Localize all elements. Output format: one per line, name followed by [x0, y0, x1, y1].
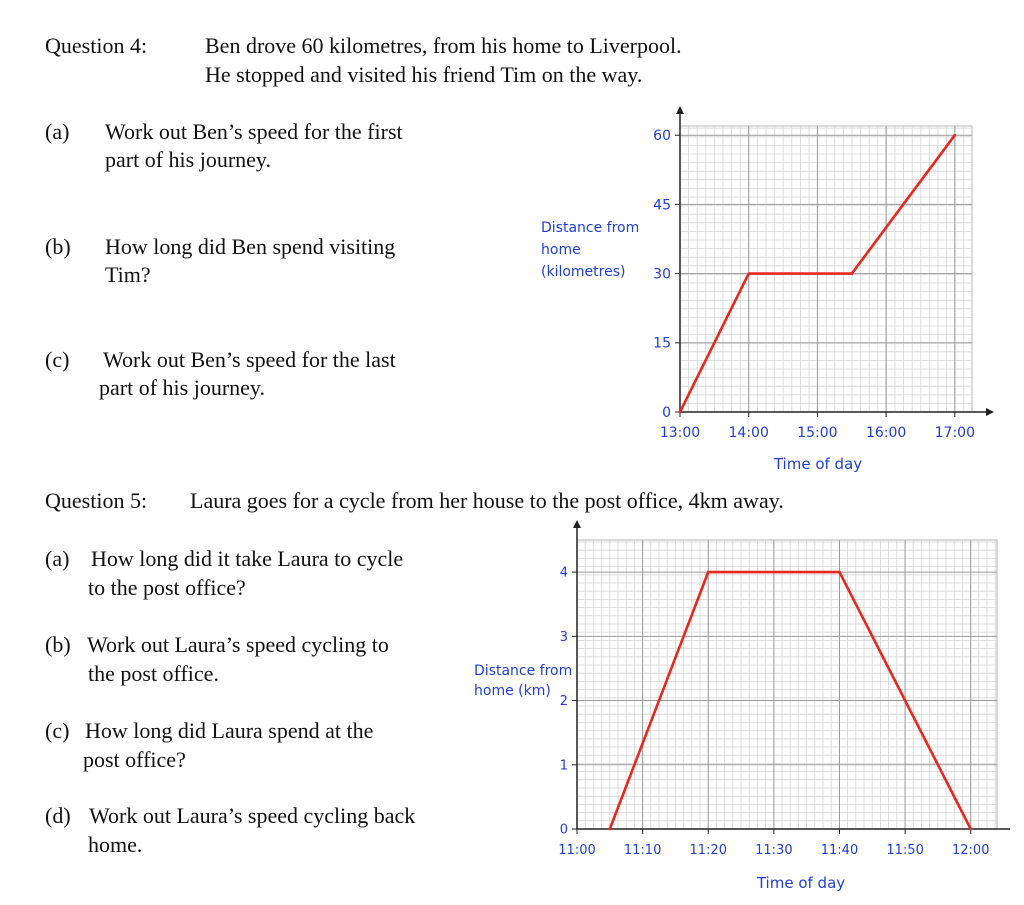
x-tick-label: 11:30 — [755, 843, 793, 858]
x-tick-label: 14:00 — [728, 425, 769, 441]
laura-distance-time-graph — [465, 520, 1010, 900]
x-tick-label: 17:00 — [934, 425, 976, 441]
q4-part-a-letter: (a) — [45, 119, 70, 144]
q5-part-d-line1: Work out Laura’s speed cycling back — [89, 803, 416, 828]
q4-part-c-line2: part of his journey. — [99, 375, 265, 400]
q4-part-a — [45, 118, 403, 172]
y-tick-label: 45 — [653, 197, 671, 214]
x-tick-label: 13:00 — [659, 425, 701, 441]
y-axis-arrow-icon — [573, 520, 581, 528]
x-tick-label: 12:00 — [952, 843, 990, 858]
q5-part-a-letter: (a) — [45, 546, 70, 571]
q5-part-c-line1: How long did Laura spend at the — [85, 718, 374, 743]
y-axis-label: Distance from — [541, 220, 640, 236]
q4-part-c-letter: (c) — [45, 347, 70, 372]
q5-part-c — [45, 717, 374, 772]
data-point — [707, 571, 710, 574]
q5-part-c-letter: (c) — [45, 718, 70, 743]
q4-part-a-line2: part of his journey. — [105, 147, 271, 172]
q5-part-d — [45, 802, 416, 857]
y-tick-label: 60 — [653, 128, 671, 145]
data-point — [850, 272, 853, 275]
q4-part-b-letter: (b) — [45, 234, 71, 259]
y-axis-label: home — [541, 242, 581, 258]
y-tick-label: 30 — [653, 266, 671, 283]
q4-part-b-line2: Tim? — [105, 262, 151, 287]
x-axis-label: Time of day — [756, 874, 846, 892]
q5-part-c-line2: post office? — [83, 747, 186, 772]
y-axis-label: Distance from — [474, 663, 573, 679]
x-axis-arrow-icon — [986, 408, 994, 416]
question5-intro-line1: Laura goes for a cycle from her house to the post office, 4km away. — [190, 488, 784, 513]
x-tick-label: 11:10 — [623, 843, 662, 858]
q5-part-a — [45, 545, 404, 600]
q4-part-c — [45, 346, 396, 400]
y-tick-label: 1 — [559, 758, 568, 774]
question4-label: Question 4: — [45, 33, 148, 58]
x-tick-label: 11:20 — [689, 843, 727, 858]
data-point — [747, 272, 750, 275]
q4-part-a-line1: Work out Ben’s speed for the first — [105, 119, 403, 144]
x-tick-label: 15:00 — [797, 425, 838, 441]
q5-part-b-line1: Work out Laura’s speed cycling to — [87, 632, 389, 657]
question4-intro-line2: He stopped and visited his friend Tim on the way. — [205, 62, 643, 87]
y-axis-label: (kilometres) — [541, 264, 626, 280]
data-point — [609, 828, 612, 831]
question4-intro-line1: Ben drove 60 kilometres, from his home to Liverpool. — [205, 33, 682, 58]
y-tick-label: 0 — [662, 404, 671, 421]
q4-part-c-line1: Work out Ben’s speed for the last — [103, 347, 396, 372]
q5-part-d-letter: (d) — [45, 803, 71, 828]
y-tick-label: 3 — [559, 629, 568, 645]
data-point — [838, 571, 841, 574]
q5-part-a-line2: to the post office? — [88, 575, 246, 600]
q5-part-b-line2: the post office. — [88, 661, 219, 686]
q5-part-b-letter: (b) — [45, 632, 71, 657]
x-tick-label: 16:00 — [865, 425, 907, 441]
q5-part-a-line1: How long did it take Laura to cycle — [91, 546, 404, 571]
data-point — [679, 411, 682, 414]
y-axis-label: home (km) — [474, 683, 551, 699]
y-tick-label: 0 — [559, 822, 568, 838]
x-axis-label: Time of day — [773, 455, 863, 473]
x-tick-label: 11:40 — [820, 843, 859, 858]
q5-part-b — [45, 631, 389, 686]
y-tick-label: 2 — [559, 694, 568, 710]
y-tick-label: 4 — [559, 565, 568, 581]
q5-part-d-line2: home. — [88, 832, 143, 857]
data-point — [954, 134, 957, 137]
y-axis-arrow-icon — [676, 106, 684, 114]
ben-distance-time-graph — [530, 95, 1000, 480]
x-tick-label: 11:00 — [558, 843, 596, 858]
y-tick-label: 15 — [653, 335, 671, 352]
question5-label: Question 5: — [45, 488, 148, 513]
q4-part-b-line1: How long did Ben spend visiting — [105, 234, 396, 259]
data-point — [969, 828, 972, 831]
q4-part-b — [45, 233, 396, 287]
x-tick-label: 11:50 — [886, 843, 924, 858]
